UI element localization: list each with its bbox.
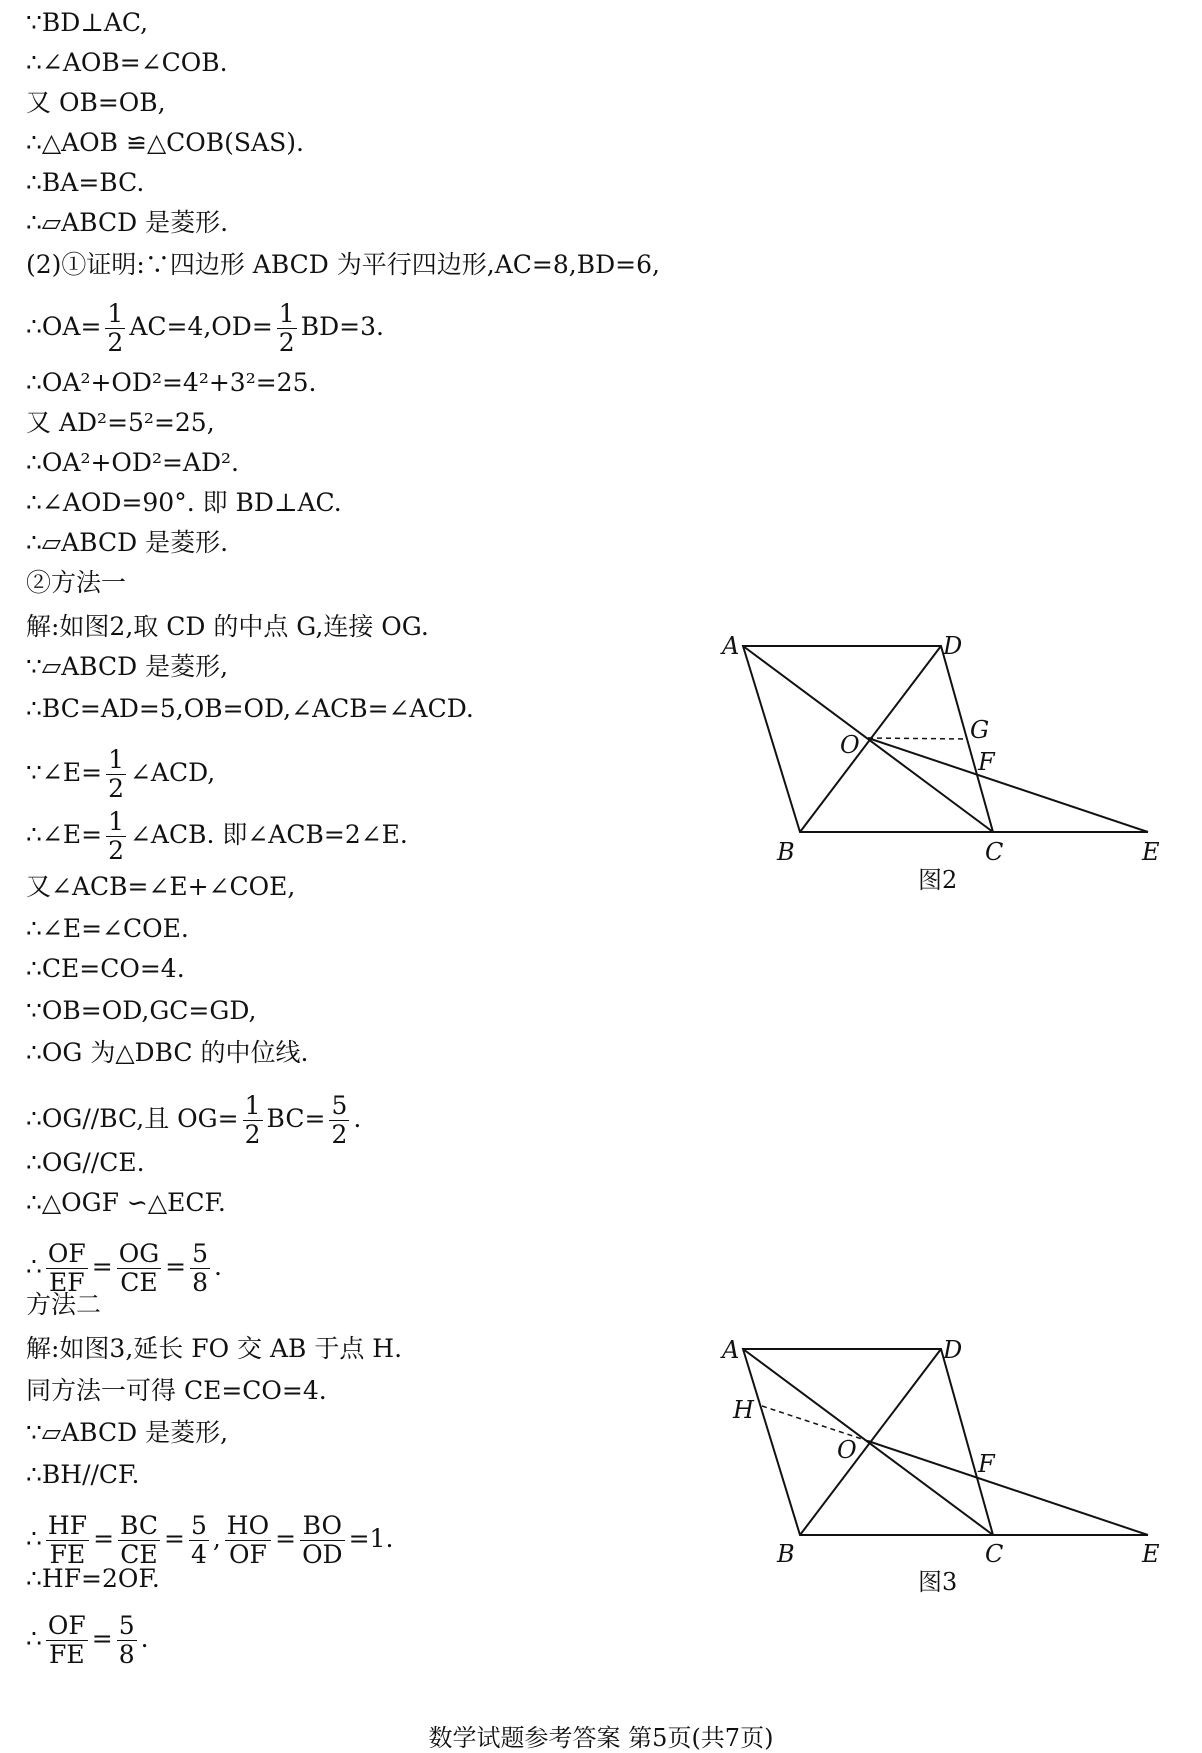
text-line: ∵▱ABCD 是菱形, bbox=[26, 1418, 229, 1447]
label-a: A bbox=[722, 632, 740, 660]
text-line: ∴△OGF ∽△ECF. bbox=[26, 1188, 226, 1217]
text-line: ∴OG 为△DBC 的中位线. bbox=[26, 1038, 309, 1067]
text-line: 同方法一可得 CE=CO=4. bbox=[26, 1376, 327, 1405]
text-line: 解:如图2,取 CD 的中点 G,连接 OG. bbox=[26, 612, 429, 641]
text-line: ∵OB=OD,GC=GD, bbox=[26, 996, 257, 1025]
text-line: ∴∠AOB=∠COB. bbox=[26, 48, 228, 77]
text-line: ∴OG//CE. bbox=[26, 1148, 145, 1177]
fraction-line-of-fe: ∴ $\frac{OF}{FE}$ = $\frac{5}{8}$ . bbox=[26, 1611, 149, 1669]
text-line: ∴BC=AD=5,OB=OD,∠ACB=∠ACD. bbox=[26, 694, 474, 723]
segment-oe-3 bbox=[868, 1441, 1148, 1535]
text-line: ∴∠AOD=90°. 即 BD⊥AC. bbox=[26, 488, 342, 517]
text-line: ∴HF=2OF. bbox=[26, 1564, 160, 1593]
page-footer: 数学试题参考答案 第5页(共7页) bbox=[428, 1724, 774, 1752]
label-g: G bbox=[970, 716, 990, 744]
fraction-line-hf-fe: ∴ $\frac{HF}{FE}$ = $\frac{BC}{CE}$ = $\frac{5}{4}$ , $\frac{HO}{OF}$ = $\frac{BO}{OD}$ =1. bbox=[26, 1511, 394, 1569]
text-line: ∴OA²+OD²=AD². bbox=[26, 448, 240, 477]
label-h-3: H bbox=[733, 1396, 754, 1424]
label-a-3: A bbox=[722, 1336, 740, 1364]
label-f-3: F bbox=[978, 1450, 995, 1478]
text-line: 又∠ACB=∠E+∠COE, bbox=[26, 872, 296, 901]
text-line: ∴OA²+OD²=4²+3²=25. bbox=[26, 368, 317, 397]
text-line: ∴∠E=∠COE. bbox=[26, 914, 189, 943]
fraction-line-oa-od: ∴OA= $\frac{1}{2}$ AC=4,OD= $\frac{1}{2}$ BD=3. bbox=[26, 299, 384, 357]
fraction-line-e-acd: ∵∠E= $\frac{1}{2}$ ∠ACD, bbox=[26, 745, 216, 803]
text-line: ∴BH//CF. bbox=[26, 1460, 140, 1489]
fraction-line-e-acb: ∴∠E= $\frac{1}{2}$ ∠ACB. 即∠ACB=2∠E. bbox=[26, 807, 408, 865]
label-d: D bbox=[943, 632, 963, 660]
label-c: C bbox=[985, 838, 1004, 866]
text-line: ∴▱ABCD 是菱形. bbox=[26, 528, 229, 557]
text-line: ②方法一 bbox=[26, 568, 127, 597]
label-e: E bbox=[1142, 838, 1160, 866]
figure-2-caption: 图2 bbox=[918, 866, 958, 894]
label-b-3: B bbox=[777, 1540, 795, 1568]
label-o: O bbox=[840, 731, 860, 759]
text-line: ∴▱ABCD 是菱形. bbox=[26, 208, 229, 237]
label-f: F bbox=[978, 748, 995, 776]
figure-3-caption: 图3 bbox=[918, 1568, 958, 1596]
text-line: 方法二 bbox=[26, 1290, 102, 1319]
label-d-3: D bbox=[943, 1336, 963, 1364]
text-line: 又 OB=OB, bbox=[26, 88, 166, 117]
fraction-line-of-ef: ∴ $\frac{OF}{EF}$ = $\frac{OG}{CE}$ = $\frac{5}{8}$ . bbox=[26, 1239, 222, 1297]
text-line: ∴CE=CO=4. bbox=[26, 954, 185, 983]
text-line: ∴△AOB ≌△COB(SAS). bbox=[26, 128, 304, 157]
label-b: B bbox=[777, 838, 795, 866]
text-line: ∴BA=BC. bbox=[26, 168, 145, 197]
text-line: ∵BD⊥AC, bbox=[26, 8, 149, 37]
text-line: (2)①证明:∵四边形 ABCD 为平行四边形,AC=8,BD=6, bbox=[26, 250, 660, 279]
fraction-line-og-bc: ∴OG//BC,且 OG= $\frac{1}{2}$ BC= $\frac{5}{2}$ . bbox=[26, 1091, 362, 1149]
text-line: 又 AD²=5²=25, bbox=[26, 408, 215, 437]
text-line: ∵▱ABCD 是菱形, bbox=[26, 652, 229, 681]
label-c-3: C bbox=[985, 1540, 1004, 1568]
label-o-3: O bbox=[837, 1436, 857, 1464]
label-e-3: E bbox=[1142, 1540, 1160, 1568]
text-line: 解:如图3,延长 FO 交 AB 于点 H. bbox=[26, 1334, 403, 1363]
